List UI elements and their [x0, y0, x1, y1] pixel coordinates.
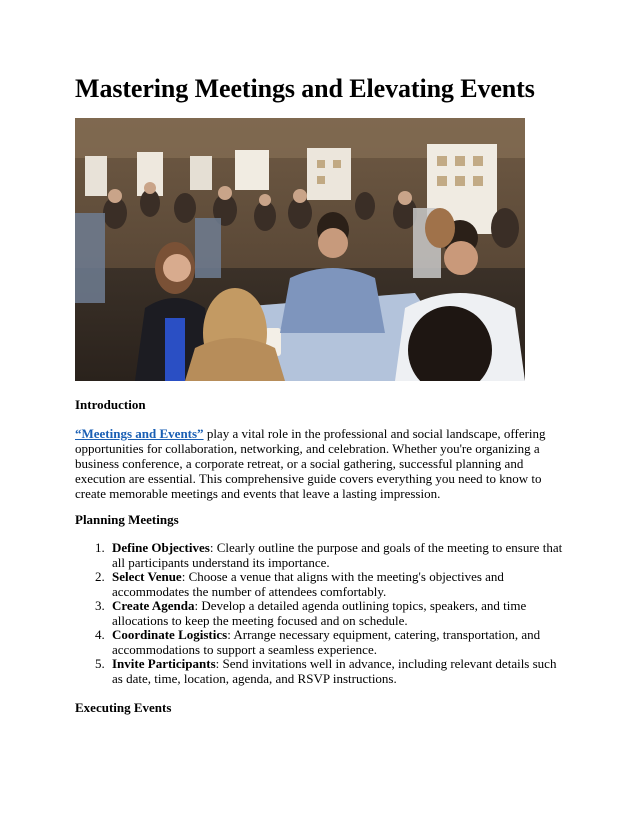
- list-item-term: Create Agenda: [112, 598, 195, 613]
- event-photo: [75, 118, 525, 381]
- list-item-text: : Arrange necessary equipment, catering, transportation, and accommodations to support a seamless experience.: [112, 627, 541, 657]
- list-item: [75, 628, 565, 657]
- meetings-and-events-link[interactable]: “Meetings and Events”: [75, 426, 204, 441]
- section-heading-introduction: Introduction: [75, 397, 146, 412]
- list-number: 3.: [95, 598, 105, 613]
- intro-body-text: play a vital role in the professional and social landscape, offering opportunities for collaboration, networking, and celebration. Whether you're organizing a business conference, a corporate retreat, or a social gathering, successful planning and execution are essential. This comprehensive guide covers everything you need to know to create memorable meetings and events that leave a lasting impression.: [75, 426, 546, 501]
- list-item: [75, 570, 565, 599]
- list-item: [75, 541, 565, 570]
- list-item-term: Define Objectives: [112, 540, 210, 555]
- section-heading-planning-meetings: Planning Meetings: [75, 512, 179, 527]
- list-number: 2.: [95, 569, 105, 584]
- list-item: [75, 599, 565, 628]
- list-item-term: Select Venue: [112, 569, 182, 584]
- intro-paragraph: [75, 426, 563, 501]
- planning-steps-list: [75, 541, 565, 686]
- list-item-text: : Develop a detailed agenda outlining topics, speakers, and time allocations to keep the meeting focused and on schedule.: [112, 598, 527, 628]
- list-number: 4.: [95, 627, 105, 642]
- list-item-term: Invite Participants: [112, 656, 216, 671]
- list-item-text: : Clearly outline the purpose and goals of the meeting to ensure that all participants understand its importance.: [112, 540, 563, 570]
- section-heading-executing-events: Executing Events: [75, 700, 172, 715]
- list-number: 5.: [95, 656, 105, 671]
- list-item-text: : Send invitations well in advance, including relevant details such as date, time, location, agenda, and RSVP instructions.: [112, 656, 557, 686]
- list-number: 1.: [95, 540, 105, 555]
- list-item-text: : Choose a venue that aligns with the meeting's objectives and accommodates the number of attendees comfortably.: [112, 569, 504, 599]
- list-item: [75, 657, 565, 686]
- page-title: Mastering Meetings and Elevating Events: [75, 74, 535, 103]
- list-item-term: Coordinate Logistics: [112, 627, 228, 642]
